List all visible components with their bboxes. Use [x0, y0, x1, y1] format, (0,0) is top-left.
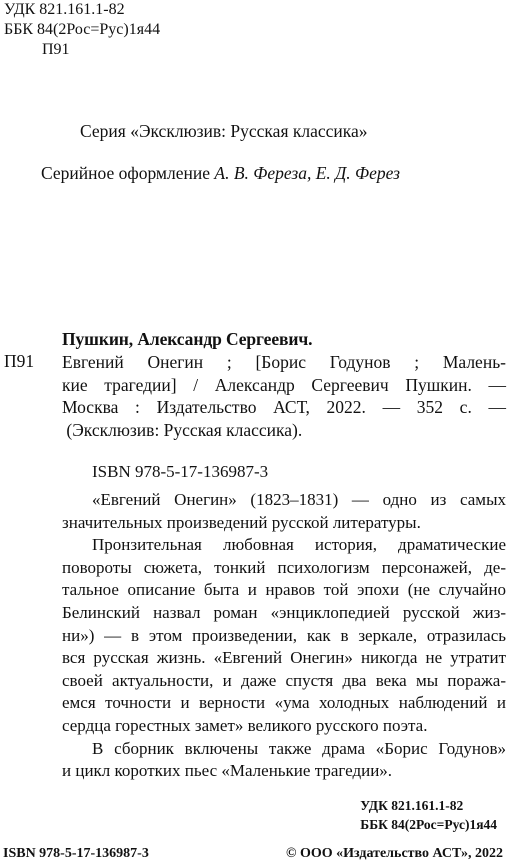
entry-line: Москва : Издательство АСТ, 2022. — 352 с. —: [62, 397, 506, 417]
entry-cutter: П91: [4, 351, 35, 371]
bibliographic-entry: [62, 351, 506, 441]
annotation-line: Белинский назвал роман «энциклопедией русской жиз-: [62, 602, 506, 622]
cutter-code: П91: [42, 41, 70, 58]
footer-isbn: ISBN 978-5-17-136987-3: [3, 846, 149, 861]
author-heading: Пушкин, Александр Сергеевич.: [62, 329, 313, 349]
annotation-line: сердца горестных замет» великого русского поэта.: [62, 715, 428, 735]
entry-line: Евгений Онегин ; [Борис Годунов ; Малень-: [62, 352, 506, 372]
udk-code: УДК 821.161.1-82: [4, 1, 125, 18]
bbk-code: ББК 84(2Рос=Рус)1я44: [4, 21, 161, 38]
annotation-line: ни») — в этом произведении, как в зеркале, отразилась: [62, 625, 506, 645]
annotation-line: вся русская жизнь. «Евгений Онегин» никогда не утратит: [62, 648, 506, 668]
annotation: [62, 489, 506, 783]
bottom-classification-codes: [360, 797, 497, 834]
entry-line: кие трагедии] / Александр Сергеевич Пушкин. —: [62, 374, 506, 395]
design-credit: [41, 163, 400, 184]
annotation-line: «Евгений Онегин» (1823–1831) — одно из самых: [92, 490, 506, 509]
bottom-udk-code: УДК 821.161.1-82: [360, 798, 464, 813]
isbn-line: ISBN 978-5-17-136987-3: [92, 462, 269, 481]
annotation-line: тальное описание быта и нравов той эпохи (не случайно: [62, 580, 506, 600]
series-line: Серия «Эксклюзив: Русская классика»: [80, 121, 368, 141]
bottom-bbk-code: ББК 84(2Рос=Рус)1я44: [360, 816, 497, 832]
design-credit-names: А. В. Фереза, Е. Д. Ферез: [214, 163, 401, 183]
annotation-line: значительных произведений русской литературы.: [62, 512, 421, 532]
top-classification-codes: [4, 0, 160, 60]
annotation-line: своей актуальности, и даже спустя два века мы поража-: [62, 670, 506, 690]
annotation-line: В сборник включены также драма «Борис Годунов»: [92, 738, 506, 758]
design-credit-prefix: Серийное оформление: [41, 163, 215, 183]
entry-line: (Эксклюзив: Русская классика).: [62, 419, 303, 440]
annotation-line: и цикл коротких пьес «Маленькие трагедии».: [62, 761, 393, 781]
annotation-line: емся точности и верности «ума холодных наблюдений и: [62, 693, 506, 713]
footer-copyright: © ООО «Издательство АСТ», 2022: [285, 846, 503, 861]
annotation-line: Пронзительная любовная история, драматические: [92, 535, 506, 555]
annotation-line: повороты сюжета, тонкий психологизм персонажей, де-: [62, 557, 506, 577]
